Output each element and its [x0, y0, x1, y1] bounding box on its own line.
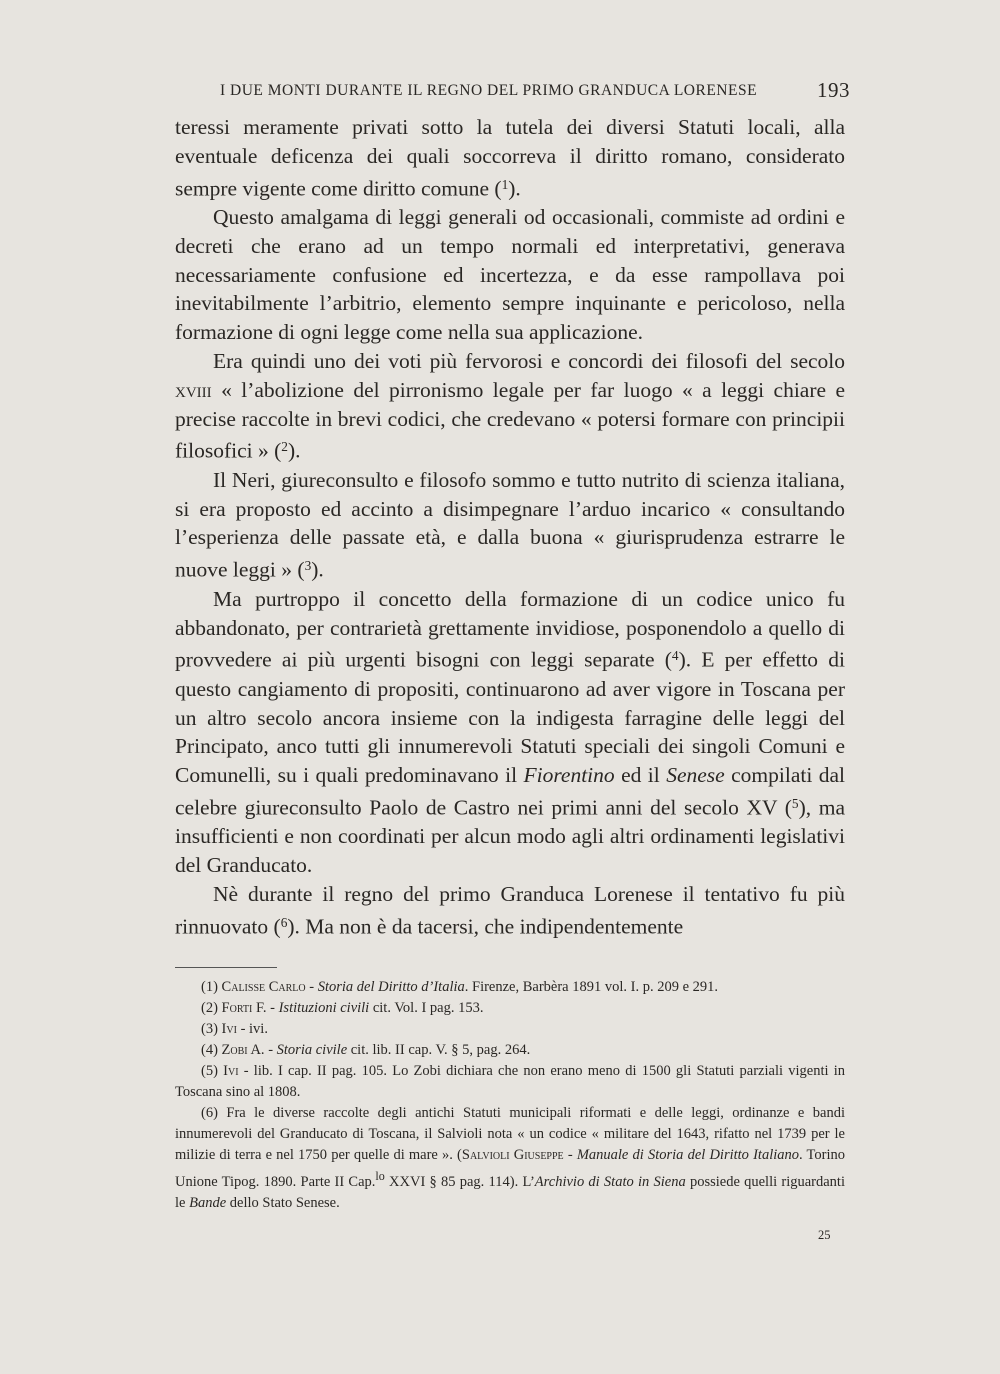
- footnote-ref-2: 2: [281, 439, 288, 455]
- footnote-1: [175, 977, 845, 998]
- p5-text5: ), ma insufficienti e non coordinati per alcun modo agli altri ordinamenti legislativi del Granducato.: [175, 795, 845, 878]
- fn2-sep: -: [266, 1000, 279, 1016]
- footnote-3: [175, 1019, 845, 1040]
- footnote-2: [175, 998, 845, 1019]
- footnote-6: [175, 1103, 845, 1214]
- fn4-title: Storia civile: [276, 1042, 348, 1058]
- p5-text2: ). E per effetto di questo cangiamento di propositi, continuarono ad aver vigore in Toscana per un altro secolo ancora insieme con la indigesta farragine delle leggi del Principato, anco tutti gli innumerevoli Statuti speciali dei singoli Comuni e Comunelli, su i quali predominavano il: [175, 647, 845, 788]
- fn6-title: Manuale di Storia del Diritto Italiano: [576, 1147, 799, 1163]
- p3-close: ).: [287, 439, 301, 464]
- paragraph-3: [175, 347, 845, 466]
- fn4-sep: -: [264, 1042, 277, 1058]
- body-text: [175, 113, 845, 941]
- fn6-bande: Bande: [189, 1194, 227, 1211]
- fn1-title: Storia del Diritto d’Italia: [317, 979, 465, 995]
- p2-text: Questo amalgama di leggi generali od occasionali, commiste ad ordini e decreti che erano ad un tempo normali ed interpretativi, generava necessariamente confusione ed incertezza, e da esse rampollava poi inevitabilmente l’arbitrio, elemento sempre inquinante e pericoloso, nella formazione di ogni legge come nella sua applicazione.: [175, 205, 845, 345]
- fn6-cap-sup: lo: [375, 1169, 385, 1183]
- running-head: [220, 78, 850, 102]
- fn3-rest: - ivi.: [236, 1021, 268, 1037]
- fn2-rest: cit. Vol. I pag. 153.: [369, 1000, 484, 1016]
- footnotes: [175, 977, 845, 1214]
- fn3-num: (3): [201, 1021, 218, 1037]
- paragraph-1: [175, 113, 845, 203]
- fn4-rest: cit. lib. II cap. V. § 5, pag. 264.: [347, 1042, 531, 1058]
- fn6-author: Salvioli Giuseppe: [461, 1147, 564, 1163]
- fn2-title: Istituzioni civili: [278, 1000, 370, 1016]
- paragraph-4: [175, 466, 845, 585]
- running-title: I DUE MONTI DURANTE IL REGNO DEL PRIMO GRANDUCA LORENESE: [220, 82, 758, 99]
- paragraph-6: [175, 880, 845, 941]
- footnote-4: [175, 1040, 845, 1061]
- fn4-author: Zobi A.: [221, 1042, 265, 1058]
- p5-senese: Senese: [666, 763, 725, 788]
- p6-text1: Nè durante il regno del primo Granduca Lorenese il tentativo fu più rinnuovato (: [175, 882, 845, 939]
- p5-text4: compilati dal celebre giureconsulto Paolo de Castro nei primi anni del secolo XV (: [175, 763, 846, 820]
- fn6-text3: XXVI § 85 pag. 114). L’: [384, 1173, 535, 1190]
- p5-fiorentino: Fiorentino: [523, 763, 615, 788]
- fn2-num: (2): [201, 1000, 218, 1016]
- fn6-text5: dello Stato Senese.: [226, 1194, 340, 1211]
- fn6-archivio: Archivio di Stato in Siena: [534, 1173, 686, 1190]
- printer-signature-mark: 25: [818, 1228, 831, 1242]
- fn5-num: (5): [201, 1063, 218, 1079]
- fn2-author: Forti F.: [221, 1000, 267, 1016]
- fn3-author: Ivi: [221, 1021, 237, 1037]
- fn6-text1: Fra le diverse raccolte degli antichi Statuti municipali riformati e delle leggi, ordinanze e bandi innumerevoli del Granducato di Toscana, il Salvioli nota « un codice « militare del 1643, rifatto nel 1739 per le milizie di terra e nel 1750 per quelle di mare ». (: [175, 1105, 845, 1163]
- p4-close: ).: [311, 557, 324, 582]
- footnote-ref-6: 6: [280, 914, 288, 930]
- fn4-num: (4): [201, 1042, 218, 1058]
- p1-text: teressi meramente privati sotto la tutela dei diversi Statuti locali, alla eventuale deficenza dei quali soccorreva il diritto romano, considerato sempre vigente come diritto comune (: [175, 115, 845, 201]
- fn1-rest: . Firenze, Barbèra 1891 vol. I. p. 209 e 291.: [464, 979, 719, 995]
- page-number: 193: [817, 78, 850, 102]
- p3-before: Era quindi uno dei voti più fervorosi e concordi dei filosofi del secolo: [213, 349, 845, 374]
- footnote-5: [175, 1061, 845, 1103]
- footnote-ref-4: 4: [671, 648, 679, 664]
- fn5-author: Ivi: [223, 1063, 239, 1079]
- p6-text2: ). Ma non è da tacersi, che indipendentemente: [287, 914, 684, 939]
- fn6-text2: . Torino Unione Tipog. 1890. Parte II Cap.: [175, 1147, 845, 1190]
- p1-after: ).: [508, 176, 521, 201]
- p3-after: « l’abolizione del pirronismo legale per far luogo « a leggi chiare e precise raccolte in brevi codici, che credevano « potersi formare con principii filosofici » (: [175, 377, 845, 464]
- p3-century: xviii: [175, 377, 212, 402]
- footnote-ref-5: 5: [791, 795, 799, 811]
- p5-text3: ed il: [614, 763, 667, 788]
- p4-text: Il Neri, giureconsulto e filosofo sommo e tutto nutrito di scienza italiana, si era proposto ed accinto a disimpegnare l’arduo incarico « consultando l’esperienza delle passate età, e dalla buona « giurisprudenza estrarre le nuove leggi » (: [175, 467, 845, 582]
- fn6-text4: possiede quelli riguardanti le: [175, 1173, 845, 1211]
- p5-text1: Ma purtroppo il concetto della formazione di un codice unico fu abbandonato, per contrarietà grettamente invidiose, posponendolo a quello di provvedere ai più urgenti bisogni con leggi separate (: [175, 586, 845, 672]
- footnote-rule: [175, 967, 277, 968]
- paragraph-2: [175, 203, 845, 347]
- fn1-num: (1): [201, 979, 218, 995]
- fn6-num: (6): [201, 1105, 218, 1121]
- fn1-author: Calisse Carlo: [221, 979, 306, 995]
- footnote-ref-1: 1: [501, 176, 509, 192]
- paragraph-5: [175, 585, 845, 880]
- fn1-sep: -: [305, 979, 318, 995]
- fn6-sep: -: [563, 1147, 577, 1163]
- footnote-ref-3: 3: [304, 558, 312, 574]
- fn5-rest: - lib. I cap. II pag. 105. Lo Zobi dichiara che non erano meno di 1500 gli Statuti parziali vigenti in Toscana sino al 1808.: [175, 1063, 845, 1100]
